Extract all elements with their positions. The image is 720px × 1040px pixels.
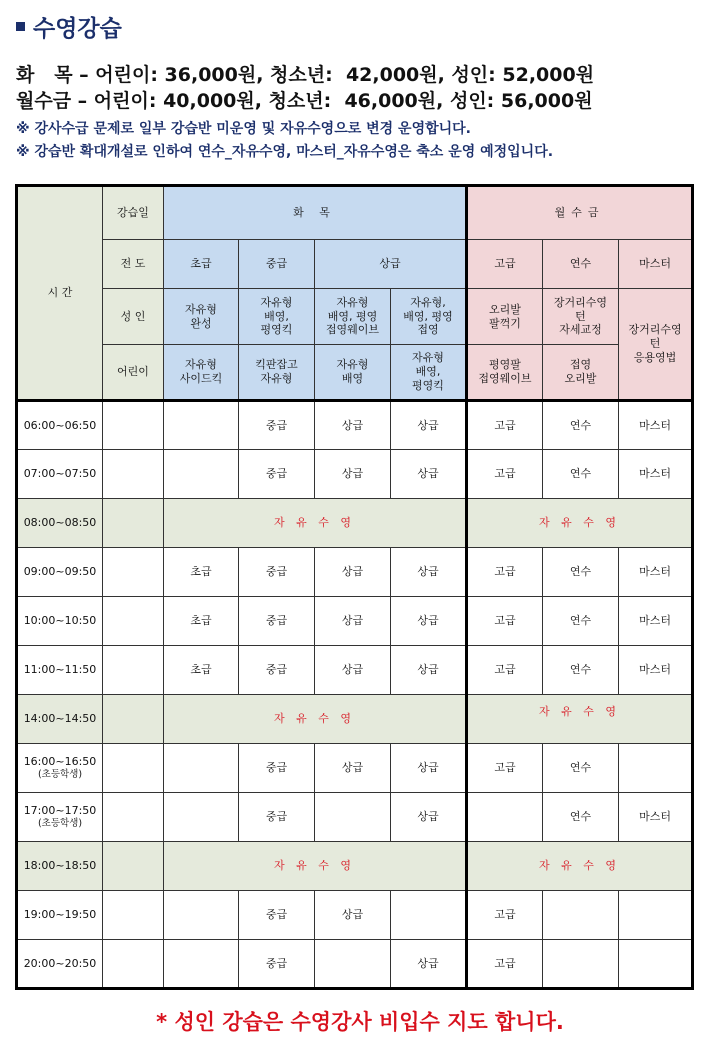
time-cell	[17, 401, 103, 450]
adult-curriculum-cell: 장거리수영 턴 응용영법	[619, 289, 693, 401]
lesson-day-header: 강습일	[103, 186, 164, 240]
empty-cell	[391, 891, 467, 940]
class-cell: 상급	[391, 450, 467, 499]
class-cell: 마스터	[619, 548, 693, 597]
empty-cell	[164, 450, 239, 499]
class-cell: 연수	[543, 401, 619, 450]
level-master: 마스터	[619, 240, 693, 289]
class-cell: 연수	[543, 597, 619, 646]
schedule-row	[17, 646, 693, 695]
child-curriculum-cell: 자유형 사이드킥	[164, 345, 239, 401]
class-cell: 연수	[543, 646, 619, 695]
class-cell: 마스터	[619, 450, 693, 499]
schedule-row	[17, 548, 693, 597]
header-row-adult	[17, 289, 693, 345]
class-cell: 상급	[315, 891, 391, 940]
empty-cell	[164, 940, 239, 989]
class-cell: 중급	[239, 597, 315, 646]
class-cell: 상급	[391, 597, 467, 646]
free-swim-tue-thu: 자 유 수 영	[164, 695, 467, 744]
level-beginner: 초급	[164, 240, 239, 289]
empty-cell	[164, 793, 239, 842]
empty-cell	[543, 891, 619, 940]
time-range: 14:00~14:50	[23, 712, 97, 726]
class-cell: 연수	[543, 744, 619, 793]
class-cell: 고급	[467, 450, 543, 499]
empty-cell	[103, 401, 164, 450]
empty-cell	[103, 793, 164, 842]
class-cell: 고급	[467, 548, 543, 597]
class-cell: 상급	[315, 450, 391, 499]
class-cell: 고급	[467, 401, 543, 450]
price-mon-wed-fri: 월수금 – 어린이: 40,000원, 청소년: 46,000원, 성인: 56,000원	[16, 90, 593, 112]
free-swim-tue-thu: 자 유 수 영	[164, 842, 467, 891]
bullet-square-icon	[16, 22, 25, 31]
class-cell: 초급	[164, 548, 239, 597]
child-curriculum-cell: 자유형 배영	[315, 345, 391, 401]
class-cell: 마스터	[619, 597, 693, 646]
empty-cell	[164, 891, 239, 940]
time-range: 18:00~18:50	[23, 859, 97, 873]
page-title-text: 수영강습	[33, 16, 122, 42]
empty-cell	[103, 940, 164, 989]
class-cell: 고급	[467, 940, 543, 989]
time-cell	[17, 450, 103, 499]
page-title	[16, 10, 122, 43]
schedule-row	[17, 940, 693, 989]
time-cell	[17, 744, 103, 793]
child-curriculum-cell: 자유형 배영, 평영킥	[391, 345, 467, 401]
time-range: 17:00~17:50	[23, 804, 97, 818]
time-note: (초등학생)	[37, 817, 83, 829]
header-row-levels	[17, 240, 693, 289]
empty-cell	[315, 940, 391, 989]
time-range: 16:00~16:50	[23, 755, 97, 769]
time-range: 19:00~19:50	[23, 908, 97, 922]
child-curriculum-cell: 킥판잡고 자유형	[239, 345, 315, 401]
footer-note: * 성인 강습은 수영강사 비입수 지도 합니다.	[156, 1010, 564, 1034]
child-curriculum-cell: 접영 오리발	[543, 345, 619, 401]
time-cell	[17, 499, 103, 548]
price-tue-thu: 화 목 – 어린이: 36,000원, 청소년: 42,000원, 성인: 52,000원	[16, 64, 595, 86]
schedule-table	[15, 184, 694, 990]
empty-cell	[164, 401, 239, 450]
empty-cell	[619, 891, 693, 940]
adult-curriculum-cell: 자유형, 배영, 평영 접영	[391, 289, 467, 345]
time-cell	[17, 793, 103, 842]
empty-cell	[164, 744, 239, 793]
time-cell	[17, 695, 103, 744]
schedule-row	[17, 744, 693, 793]
class-cell: 연수	[543, 548, 619, 597]
time-range: 07:00~07:50	[23, 467, 97, 481]
class-cell: 상급	[315, 401, 391, 450]
header-row-days	[17, 186, 693, 240]
class-cell: 고급	[467, 597, 543, 646]
class-cell: 초급	[164, 646, 239, 695]
free-swim-tue-thu: 자 유 수 영	[164, 499, 467, 548]
class-cell: 중급	[239, 744, 315, 793]
free-swim-mon-wed-fri: 자 유 수 영	[467, 695, 693, 744]
empty-cell	[103, 695, 164, 744]
class-cell: 중급	[239, 450, 315, 499]
notice-2: ※ 강습반 확대개설로 인하여 연수_자유수영, 마스터_자유수영은 축소 운영 예정입니다.	[16, 144, 554, 160]
adult-row-label: 성 인	[103, 289, 164, 345]
empty-cell	[103, 499, 164, 548]
adult-curriculum-cell: 자유형 배영, 평영킥	[239, 289, 315, 345]
class-cell: 상급	[391, 646, 467, 695]
free-swim-mon-wed-fri: 자 유 수 영	[467, 499, 693, 548]
class-cell: 중급	[239, 891, 315, 940]
class-cell: 마스터	[619, 793, 693, 842]
class-cell: 중급	[239, 940, 315, 989]
level-row-label: 전 도	[103, 240, 164, 289]
empty-cell	[103, 646, 164, 695]
class-cell: 상급	[315, 646, 391, 695]
class-cell: 초급	[164, 597, 239, 646]
time-cell	[17, 646, 103, 695]
class-cell: 중급	[239, 401, 315, 450]
class-cell: 상급	[391, 401, 467, 450]
level-advanced: 상급	[315, 240, 467, 289]
time-range: 09:00~09:50	[23, 565, 97, 579]
adult-curriculum-cell: 자유형 배영, 평영 접영웨이브	[315, 289, 391, 345]
time-range: 10:00~10:50	[23, 614, 97, 628]
notice-1: ※ 강사수급 문제로 일부 강습반 미운영 및 자유수영으로 변경 운영합니다.	[16, 121, 471, 137]
time-note: (초등학생)	[37, 768, 83, 780]
empty-cell	[619, 940, 693, 989]
time-range: 06:00~06:50	[23, 418, 97, 432]
schedule-body	[17, 186, 693, 989]
class-cell: 마스터	[619, 401, 693, 450]
child-row-label: 어린이	[103, 345, 164, 401]
class-cell: 상급	[391, 940, 467, 989]
class-cell: 고급	[467, 646, 543, 695]
time-cell	[17, 842, 103, 891]
time-range: 08:00~08:50	[23, 516, 97, 530]
empty-cell	[103, 450, 164, 499]
class-cell: 상급	[315, 548, 391, 597]
empty-cell	[543, 940, 619, 989]
empty-cell	[103, 744, 164, 793]
class-cell: 상급	[391, 548, 467, 597]
time-cell	[17, 597, 103, 646]
time-cell	[17, 891, 103, 940]
empty-cell	[103, 891, 164, 940]
class-cell: 연수	[543, 793, 619, 842]
adult-curriculum-cell: 오리발 팔꺽기	[467, 289, 543, 345]
class-cell: 중급	[239, 646, 315, 695]
class-cell: 상급	[391, 793, 467, 842]
free-swim-mon-wed-fri: 자 유 수 영	[467, 842, 693, 891]
level-intermediate: 중급	[239, 240, 315, 289]
group-tue-thu: 화 목	[164, 186, 467, 240]
class-cell: 상급	[315, 744, 391, 793]
time-cell	[17, 548, 103, 597]
time-cell	[17, 940, 103, 989]
class-cell: 상급	[391, 744, 467, 793]
empty-cell	[619, 744, 693, 793]
class-cell: 중급	[239, 548, 315, 597]
schedule-row	[17, 597, 693, 646]
adult-curriculum-cell: 장거리수영 턴 자세교정	[543, 289, 619, 345]
level-training: 연수	[543, 240, 619, 289]
time-header: 시 간	[17, 186, 103, 401]
free-swim-row	[17, 695, 693, 744]
schedule-row	[17, 891, 693, 940]
class-cell: 고급	[467, 744, 543, 793]
class-cell: 중급	[239, 793, 315, 842]
empty-cell	[103, 548, 164, 597]
time-range: 20:00~20:50	[23, 956, 97, 970]
schedule-row	[17, 793, 693, 842]
group-mon-wed-fri: 월수금	[467, 186, 693, 240]
schedule-row	[17, 401, 693, 450]
empty-cell	[467, 793, 543, 842]
schedule-row	[17, 450, 693, 499]
free-swim-row	[17, 842, 693, 891]
empty-cell	[103, 842, 164, 891]
empty-cell	[315, 793, 391, 842]
child-curriculum-cell: 평영팔 접영웨이브	[467, 345, 543, 401]
free-swim-row	[17, 499, 693, 548]
class-cell: 연수	[543, 450, 619, 499]
level-high: 고급	[467, 240, 543, 289]
header-row-child	[17, 345, 693, 401]
time-range: 11:00~11:50	[23, 663, 97, 677]
class-cell: 상급	[315, 597, 391, 646]
class-cell: 고급	[467, 891, 543, 940]
class-cell: 마스터	[619, 646, 693, 695]
adult-curriculum-cell: 자유형 완성	[164, 289, 239, 345]
empty-cell	[103, 597, 164, 646]
